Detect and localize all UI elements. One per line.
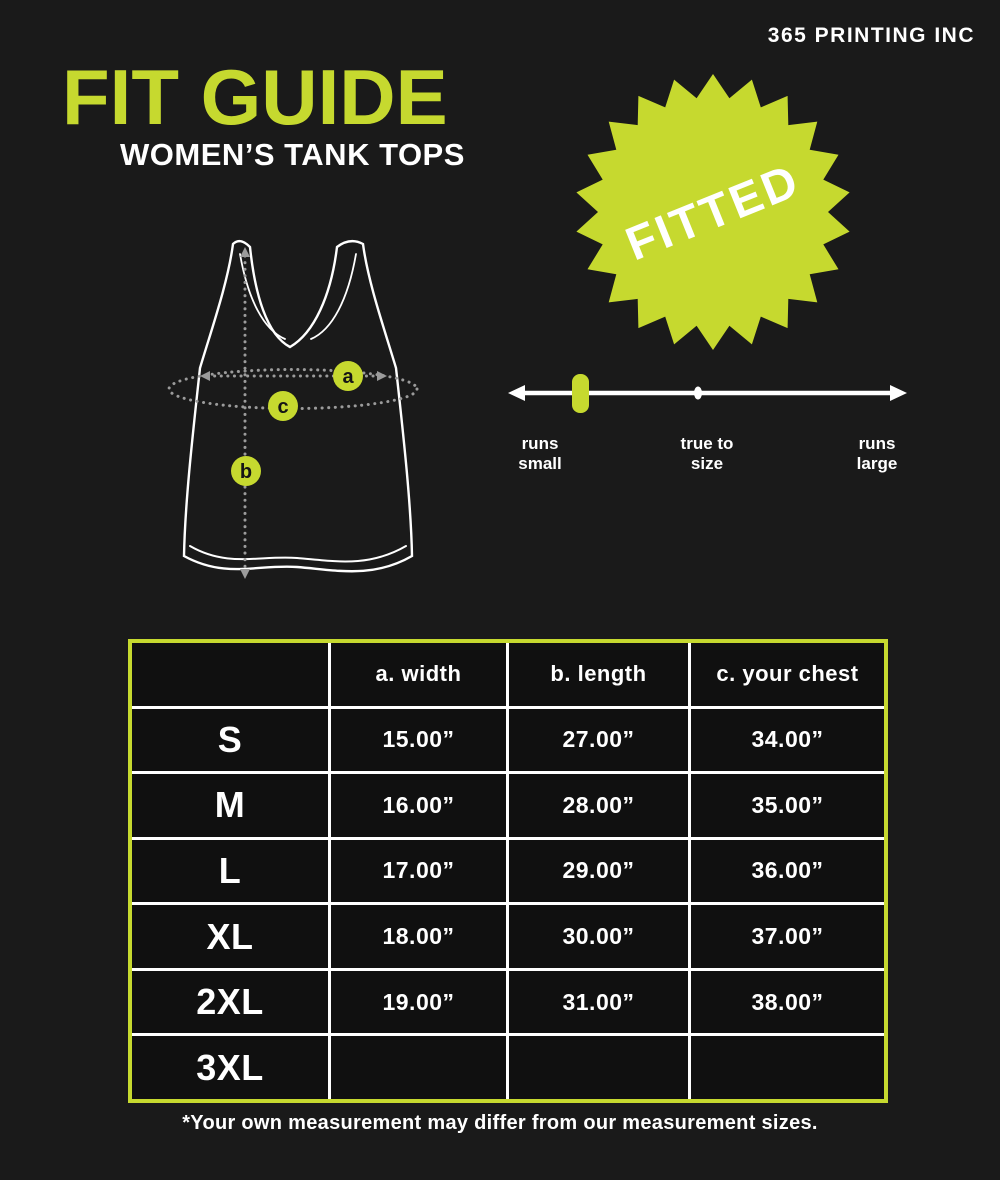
right-arrow-icon (890, 385, 907, 401)
brand-name: 365 PRINTING INC (767, 24, 975, 47)
value-cell: 16.00” (331, 774, 506, 837)
column-header-length: b. length (509, 643, 688, 706)
value-cell (509, 1036, 688, 1099)
scale-label-line: size (690, 454, 724, 474)
size-cell-2xl: 2XL (132, 971, 328, 1034)
value-cell: 31.00” (509, 971, 688, 1034)
scale-label-line: runs (858, 434, 896, 453)
scale-label-runs-large (857, 434, 898, 474)
marker-a-label: a (342, 366, 354, 388)
value-cell (331, 1036, 506, 1099)
column-header (132, 643, 328, 706)
column-header-chest: c. your chest (691, 643, 884, 706)
badge-label: FITTED (618, 152, 808, 271)
value-cell: 37.00” (691, 905, 884, 968)
page-subtitle: WOMEN’S TANK TOPS (120, 137, 465, 172)
value-cell: 19.00” (331, 971, 506, 1034)
size-chart-table (128, 639, 888, 1103)
value-cell: 30.00” (509, 905, 688, 968)
value-cell: 36.00” (691, 840, 884, 903)
scale-label-line: large (856, 454, 898, 474)
value-cell: 27.00” (509, 709, 688, 772)
value-cell: 18.00” (331, 905, 506, 968)
value-cell: 38.00” (691, 971, 884, 1034)
true-to-size-tick (694, 387, 702, 400)
value-cell: 28.00” (509, 774, 688, 837)
size-cell-s: S (132, 709, 328, 772)
value-cell (691, 1036, 884, 1099)
measure-markers (231, 361, 363, 486)
value-cell: 34.00” (691, 709, 884, 772)
value-cell: 29.00” (509, 840, 688, 903)
tank-top-diagram (178, 240, 422, 580)
scale-label-true-to-size (681, 434, 734, 474)
fit-scale (495, 362, 925, 474)
fit-marker (572, 374, 589, 413)
marker-b-label: b (239, 461, 253, 483)
fitted-badge (573, 72, 853, 352)
size-cell-l: L (132, 840, 328, 903)
scale-label-runs-small (518, 434, 561, 474)
tank-outline-icon (184, 241, 412, 571)
marker-c-label: c (277, 396, 289, 418)
size-cell-xl: XL (132, 905, 328, 968)
scale-label-line: true to (680, 434, 734, 453)
size-cell-3xl: 3XL (132, 1036, 328, 1099)
scale-label-line: small (518, 454, 562, 474)
size-cell-m: M (132, 774, 328, 837)
value-cell: 15.00” (331, 709, 506, 772)
column-header-width: a. width (331, 643, 506, 706)
value-cell: 17.00” (331, 840, 506, 903)
scale-label-line: runs (521, 434, 559, 453)
page-title: FIT GUIDE (62, 53, 448, 141)
measurement-disclaimer: *Your own measurement may differ from our measurement sizes. (182, 1112, 818, 1134)
value-cell: 35.00” (691, 774, 884, 837)
fit-scale-axis (495, 362, 920, 424)
left-arrow-icon (508, 385, 525, 401)
